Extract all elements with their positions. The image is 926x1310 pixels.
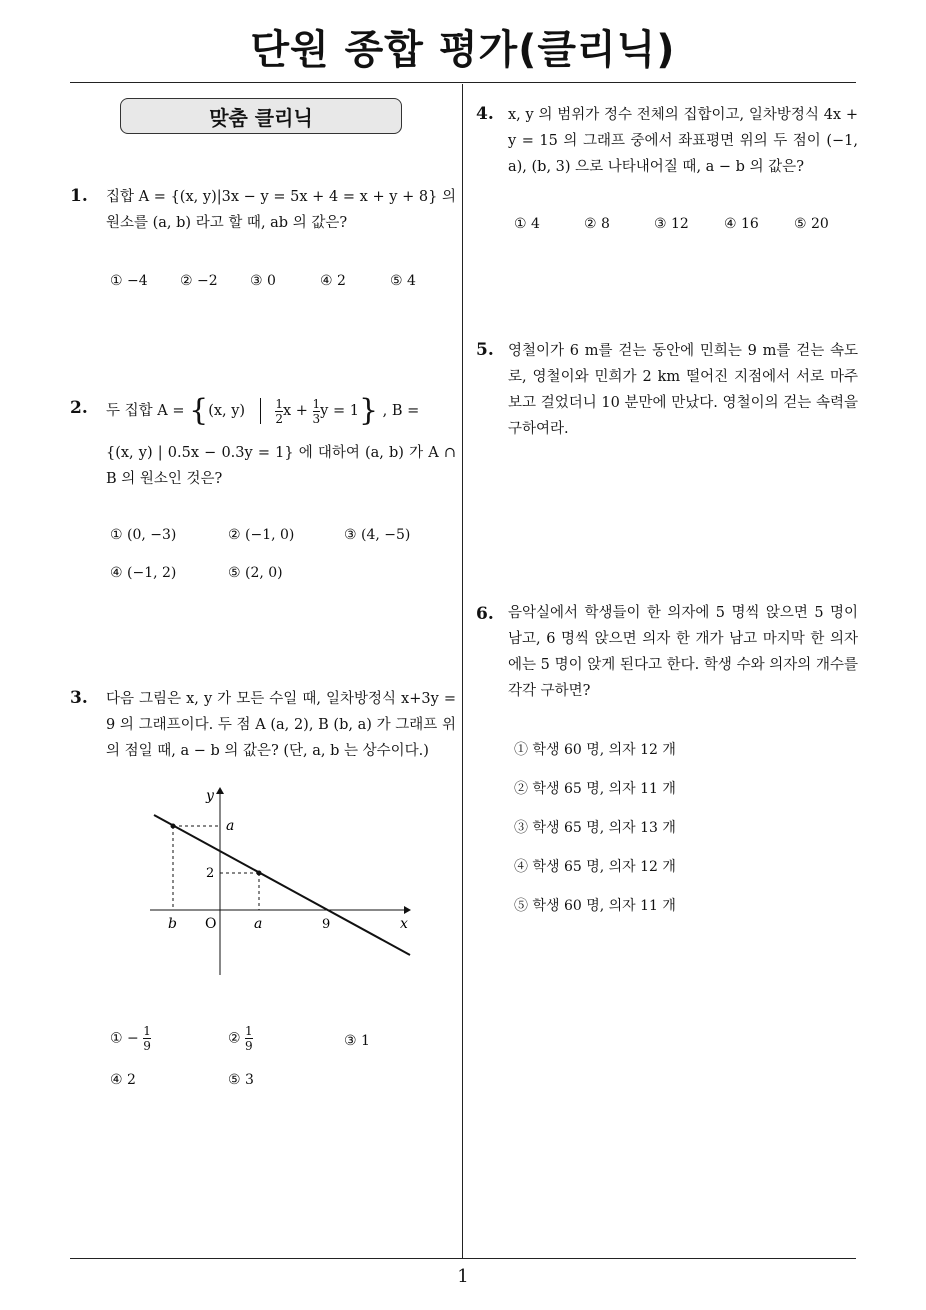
question-3-option-2[interactable] — [228, 1024, 253, 1053]
question-5-number: 5. — [476, 340, 494, 360]
question-4-option-4[interactable]: ④ 16 — [724, 216, 759, 232]
question-2-eq-x: x + — [282, 403, 308, 419]
question-3-option-4[interactable]: ④ 2 — [110, 1072, 136, 1088]
question-2-number: 2. — [70, 398, 88, 418]
set-bar — [260, 398, 261, 424]
question-3-option-1-fraction — [143, 1024, 151, 1053]
x-tick-a: a — [254, 916, 263, 932]
question-2-text-c: {(x, y) | 0.5x − 0.3y = 1} 에 대하여 (a, b) 가 A ∩ B 의 원소인 것은? — [106, 445, 456, 487]
question-1-option-1[interactable]: ① −4 — [110, 273, 148, 289]
question-3-number: 3. — [70, 688, 88, 708]
question-6-option-5[interactable]: ⑤ 학생 60 명, 의자 11 개 — [514, 898, 676, 914]
column-divider — [462, 84, 463, 1258]
fraction-half — [275, 397, 283, 426]
y-tick-2: 2 — [206, 866, 215, 881]
option-2-num: 1 — [245, 1024, 253, 1038]
point-a — [257, 871, 262, 876]
x-axis-label: x — [400, 916, 408, 932]
question-4-option-3[interactable]: ③ 12 — [654, 216, 689, 232]
footer-rule — [70, 1258, 856, 1259]
origin-label: O — [205, 916, 217, 932]
question-4-option-5[interactable]: ⑤ 20 — [794, 216, 829, 232]
fraction-half-num: 1 — [275, 396, 283, 411]
question-6-text: 음악실에서 학생들이 한 의자에 5 명씩 앉으면 5 명이 남고, 6 명씩 앉으면 의자 한 개가 남고 마지막 한 의자에는 5 명이 앉게 된다고 한다. 학생 수와 의자의 개수를 각각 구하면? — [508, 605, 858, 699]
question-1-option-4[interactable]: ④ 2 — [320, 273, 346, 289]
option-1-num: 1 — [143, 1024, 151, 1038]
question-2-text-a: 두 집합 A = — [106, 403, 185, 419]
fraction-half-den: 2 — [275, 411, 283, 426]
fraction-third — [313, 397, 321, 426]
question-3-option-1[interactable] — [110, 1024, 151, 1053]
question-2-option-1[interactable]: ① (0, −3) — [110, 527, 177, 543]
graph-line — [154, 815, 410, 955]
question-2-text-b: , B = — [382, 403, 420, 419]
y-axis-label: y — [206, 788, 214, 804]
question-2-eq-y: y = 1 — [320, 403, 359, 419]
fraction-third-den: 3 — [312, 411, 321, 426]
linear-graph — [140, 780, 420, 980]
question-2-set-lhs: (x, y) — [208, 403, 246, 419]
question-4-option-2[interactable]: ② 8 — [584, 216, 610, 232]
question-4-text: x, y 의 범위가 정수 전체의 집합이고, 일차방정식 4x + y = 15 의 그래프 중에서 좌표평면 위의 두 점이 (−1, a), (b, 3) 으로 나타내어질 때, a − b 의 값은? — [508, 107, 858, 175]
question-2-option-4[interactable]: ④ (−1, 2) — [110, 565, 177, 581]
question-6-option-4[interactable]: ④ 학생 65 명, 의자 12 개 — [514, 859, 676, 875]
question-6-option-1[interactable]: ① 학생 60 명, 의자 12 개 — [514, 742, 676, 758]
question-1-number: 1. — [70, 186, 88, 206]
question-3-option-5[interactable]: ⑤ 3 — [228, 1072, 254, 1088]
question-3-option-1-prefix: ① − — [110, 1030, 139, 1047]
header-rule — [70, 82, 856, 83]
question-2-option-3[interactable]: ③ (4, −5) — [344, 527, 411, 543]
page-title: 단원 종합 평가(클리닉) — [250, 27, 676, 73]
point-b — [171, 824, 176, 829]
question-2-option-5[interactable]: ⑤ (2, 0) — [228, 565, 283, 581]
fraction-third-num: 1 — [312, 396, 321, 411]
question-1-option-5[interactable]: ⑤ 4 — [390, 273, 416, 289]
question-1-option-2[interactable]: ② −2 — [180, 273, 218, 289]
question-2-option-2[interactable]: ② (−1, 0) — [228, 527, 295, 543]
option-2-den: 9 — [245, 1039, 253, 1053]
x-tick-b: b — [168, 916, 177, 932]
section-badge-label: 맞춤 클리닉 — [209, 105, 313, 130]
question-6-option-2[interactable]: ② 학생 65 명, 의자 11 개 — [514, 781, 676, 797]
question-5-text: 영철이가 6 m를 걷는 동안에 민희는 9 m를 걷는 속도로, 영철이와 민희가 2 km 떨어진 지점에서 서로 마주 보고 걸었더니 10 분만에 만났다. 영철이의 걷는 속력을 구하여라. — [508, 343, 858, 437]
question-4-option-1[interactable]: ① 4 — [514, 216, 540, 232]
question-3-option-2-fraction — [245, 1024, 253, 1053]
question-3-option-3[interactable]: ③ 1 — [344, 1033, 370, 1049]
question-3-option-2-prefix: ② — [228, 1030, 241, 1047]
question-6-number: 6. — [476, 604, 494, 624]
question-4-number: 4. — [476, 104, 494, 124]
question-1-text: 집합 A = {(x, y)|3x − y = 5x + 4 = x + y + 8} 의 원소를 (a, b) 라고 할 때, ab 의 값은? — [106, 189, 456, 231]
question-2-text-line1 — [106, 393, 456, 428]
question-3-text: 다음 그림은 x, y 가 모든 수일 때, 일차방정식 x+3y = 9 의 그래프이다. 두 점 A (a, 2), B (b, a) 가 그래프 위의 점일 때, a − b 의 값은? (단, a, b 는 상수이다.) — [106, 691, 456, 759]
section-badge — [120, 98, 402, 134]
question-6-option-3[interactable]: ③ 학생 65 명, 의자 13 개 — [514, 820, 676, 836]
page-number: 1 — [457, 1266, 469, 1287]
right-brace-glyph: } — [358, 393, 379, 428]
x-tick-9: 9 — [322, 917, 331, 932]
question-1-option-3[interactable]: ③ 0 — [250, 273, 276, 289]
option-1-den: 9 — [143, 1039, 151, 1053]
y-tick-a: a — [226, 818, 235, 834]
left-brace-glyph: { — [189, 393, 209, 428]
